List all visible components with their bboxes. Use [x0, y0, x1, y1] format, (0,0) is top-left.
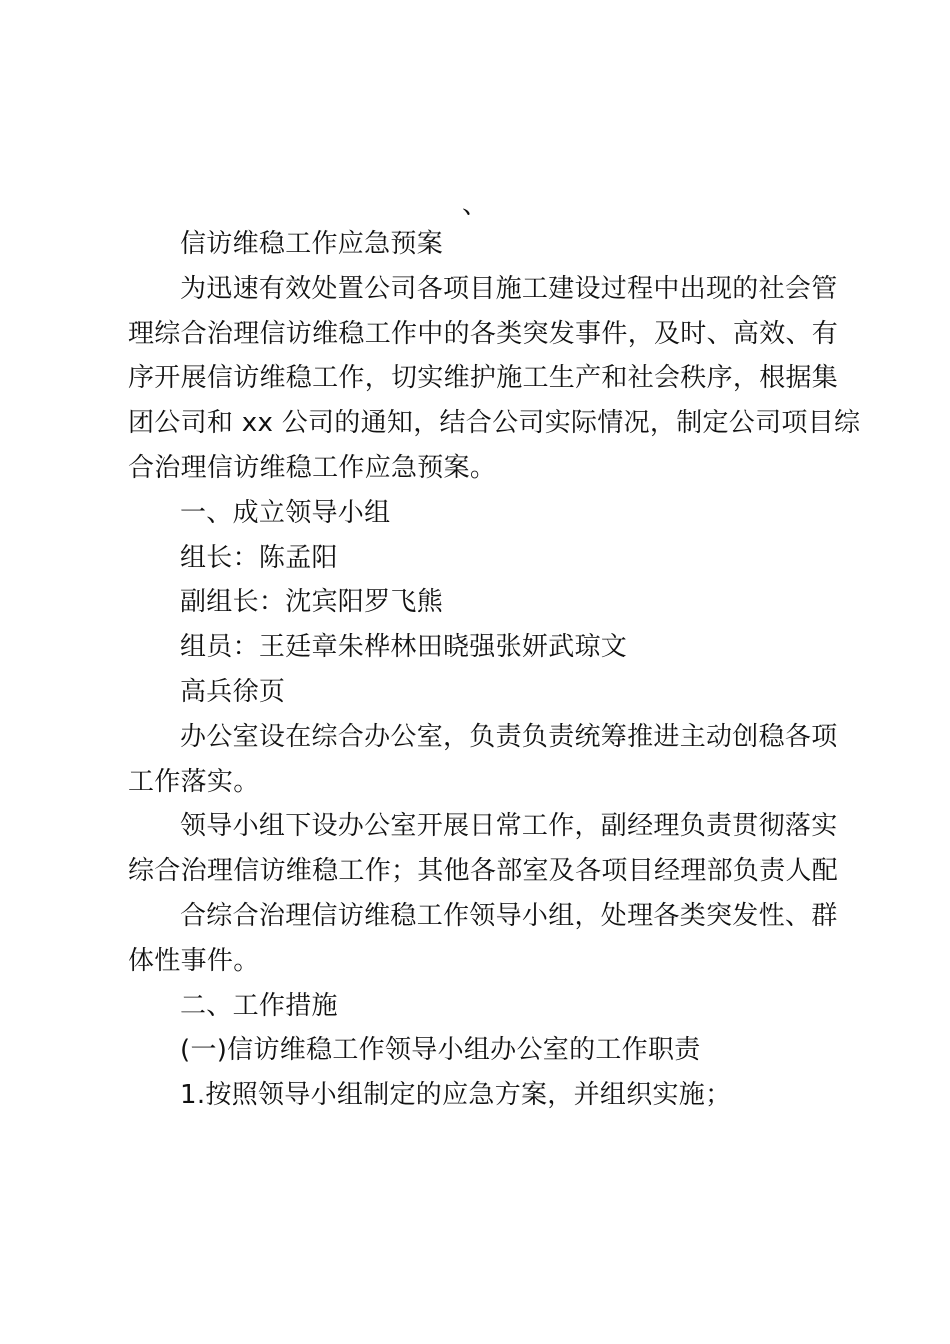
text-line: 副组长：沈宾阳罗飞熊: [180, 587, 444, 618]
text-line: 1.按照领导小组制定的应急方案，并组织实施；: [180, 1080, 732, 1111]
text-line: 办公室设在综合办公室，负责负责统筹推进主动创稳各项: [180, 721, 838, 752]
text-line: 领导小组下设办公室开展日常工作，副经理负责贯彻落实: [180, 811, 838, 842]
text-line: 团公司和 xx 公司的通知，结合公司实际情况，制定公司项目综: [128, 408, 861, 439]
stray-mark: 、: [462, 190, 489, 220]
text-line: 组长：陈孟阳: [180, 542, 338, 573]
text-line: 为迅速有效处置公司各项目施工建设过程中出现的社会管: [180, 273, 838, 304]
text-line: 综合治理信访维稳工作；其他各部室及各项目经理部负责人配: [128, 856, 839, 887]
text-line: 工作落实。: [128, 766, 260, 797]
text-line: 高兵徐页: [180, 676, 286, 707]
text-line: 一、成立领导小组: [180, 497, 391, 528]
text-line: 合综合治理信访维稳工作领导小组，处理各类突发性、群: [180, 900, 838, 931]
text-line: (一)信访维稳工作领导小组办公室的工作职责: [180, 1035, 701, 1066]
text-line: 二、工作措施: [180, 990, 338, 1021]
text-line: 组员：王廷章朱桦林田晓强张妍武琼文: [180, 632, 628, 663]
text-line: 体性事件。: [128, 945, 260, 976]
text-line: 序开展信访维稳工作，切实维护施工生产和社会秩序，根据集: [128, 363, 839, 394]
text-line: 理综合治理信访维稳工作中的各类突发事件，及时、高效、有: [128, 318, 839, 349]
text-line: 合治理信访维稳工作应急预案。: [128, 452, 497, 483]
text-line: 信访维稳工作应急预案: [180, 229, 444, 259]
document-body: [128, 222, 861, 1118]
